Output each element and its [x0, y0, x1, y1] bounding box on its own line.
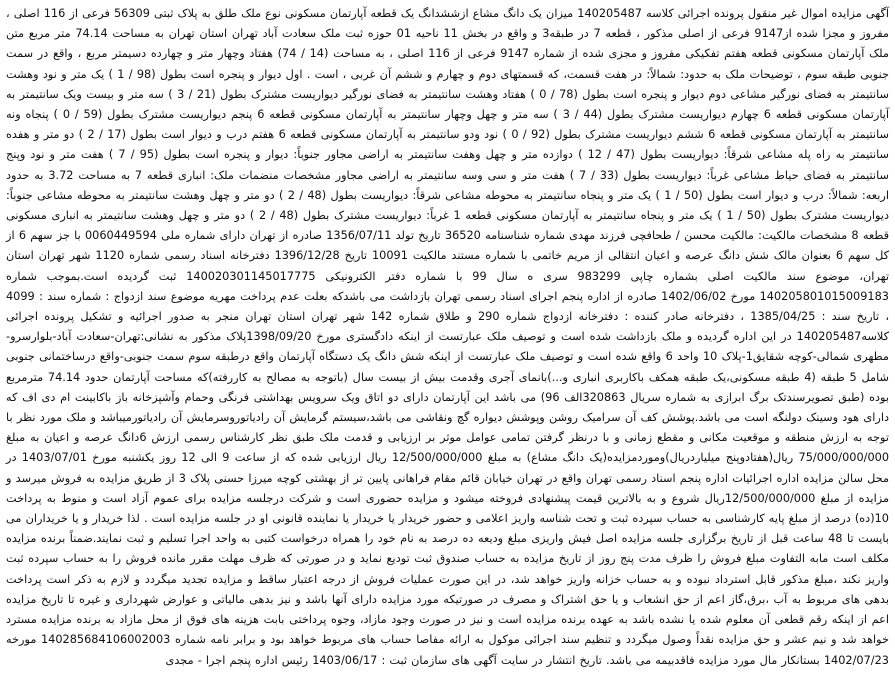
auction-notice-text: آگهی مزایده اموال غیر منقول پرونده اجرائی کلاسه 140205487 میزان یک دانگ مشاع ازششدانگ یک قطعه آپارتمان مسکونی نوع ملک طلق به پلاک ثبتی 56309 فرعی از 116 اصلی ، مفروز و مجزا شده از9147 فرعی از اصلی مذکور ، قطعه 7 در طبقه3 و واقع در بخش 11 ناحیه 01 حوزه ثبت ملک سعادت آباد تهران استان تهران به مساحت 74.14 متر مربع متن ملک آپارتمان مسکونی قطعه هفتم تفکیکی مفروز و مجزی شده از شماره 9147 فرعی از 116 اصلی ، به مساحت (14 / 74) هفتاد وچهار متر و چهارده دسیمتر مربع ، واقع در سمت جنوبی طبقه سوم ، توضیحات ملک به حدود: شمالاً: در هفت قسمت، که قسمتهای دوم و چهارم و ششم آن غربی ، است . اول دیوار و پنجره است بطول (98 / 1 ) یک متر و نود وهشت سانتیمتر به فضای نورگیر مشاعی دوم دیوار و پنجره است بطول (78 / 0 ) هفتاد وهشت سانتیمتر به فضای نورگیر دیواریست مشترک بطول (21 / 3 ) سه متر و بیست ویک سانتیمتر به آپارتمان مسکونی قطعه 6 چهارم دیواریست مشترک بطول (44 / 3 ) سه متر و چهل وچهار سانتیمتر به آپارتمان مسکونی قطعه 6 پنجم دیواریست مشترک بطول (59 / 0 ) پنجاه ونه سانتیمتر به آپارتمان مسکونی قطعه 6 ششم دیواریست مشترک بطول (92 / 0 ) نود ودو سانتیمتر به آپارتمان مسکونی قطعه 6 هفتم درب و دیوار است بطول (17 / 2 ) دو متر و هفده سانتیمتر به راه پله مشاعی شرقاً: دیواریست بطول (47 / 12 ) دوازده متر و چهل وهفت سانتیمتر به اراضی مجاور جنوباً: دیوار و پنجره است بطول (95 / 7 ) هفت متر و نود وپنج سانتیمتر به فضای حیاط مشاعی غرباً: دیواریست بطول (33 / 7 ) هفت متر و سی وسه سانتیمتر به اراضی مجاور مشخصات منضمات ملک: انباری قطعه 7 به مساحت 3.72 به حدود اربعه: شمالاً: درب و دیوار است بطول (50 / 1 ) یک متر و پنجاه سانتیمتر به محوطه مشاعی شرقاً: دیواریست بطول (48 / 2 ) دو متر و چهل وهشت سانتیمتر به محوطه مشاعی جنوباً: دیواریست مشترک بطول (50 / 1 ) یک متر و پنجاه سانتیمتر به آپارتمان مسکونی قطعه 1 غرباً: دیواریست مشترک بطول (48 / 2 ) دو متر و چهل وهشت سانتیمتر به انباری مسکونی قطعه 8 مشخصات مالکیت: مالکیت محسن / طحافچی فرزند مهدی شماره شناسنامه 36520 تاریخ تولد 1356/07/11 صادره از تهران دارای شماره ملی 0060449594 با جز سهم 6 از کل سهم 6 بعنوان مالک شش دانگ عرصه و اعیان انتقالی از مریم خاتمی با شماره مستند مالکیت 10091 تاریخ 1396/12/28 دفترخانه اسناد رسمی شماره 1120 شهر تهران استان تهران، موضوع سند مالکیت اصلی بشماره چاپی 983299 سری ه سال 99 با شماره دفتر الکترونیکی 140020301145017775 ثبت گردیده است.بموجب شماره 140205801015009183 مورخ 1402/06/02 صادره از اداره پنجم اجرای اسناد رسمی تهران بازداشت می باشدکه بعلت عدم پرداخت مهریه موضوع سند ازدواج : شماره سند : 4099 ، تاریخ سند : 1385/04/25 ، دفترخانه صادر کننده : دفترخانه ازدواج شماره 290 و طلاق شماره 142 شهر تهران استان تهران منجر به صدور اجرائیه و تشکیل پرونده اجرائی کلاسه140205487 در این اداره گردیده و ملک بازداشت شده است و توصیف ملک عبارتست از اینکه دادگستری مورخ 1398/09/20پلاک مذکور به نشانی:تهران-سعادت آباد-بلوارسرو-مطهری شمالی-کوچه شقایق1-پلاک 10 واحد 6 واقع شده است و توصیف ملک عبارتست از اینکه شش دانگ یک دستگاه آپارتمان واقع درطبقه سوم سمت جنوبی-واقع درساختمانی جنوبی شامل 5 طبقه (4 طبقه مسکونی،یک طبقه همکف باکاربری انباری و...)بانمای آجری وقدمت بیش از بیست سال (باتوجه به مصالح به کاررفته)که مساحت آپارتمان حدود 74.14 مترمربع بوده (طبق تصویرسندتک برگ ابرازی به شماره سریال 320863الف 96) می باشد این آپارتمان دارای دو اتاق ویک سرویس بهداشتی فرنگی وحمام وآشپزخانه باز باکابینت ام دی اف که دارای هود وسینک دولنگه است می باشد.پوشش کف آن سرامیک روشن وپوشش دیواره گچ ونقاشی می باشد،سیستم گرمایش آن رادیاتوروسرمایش آن رادیاتورمیباشد و ملک مورد نظر با توجه به ارزش منطقه و موقعیت مکانی و مقطع زمانی و با درنظر گرفتن تمامی عوامل موثر بر ارزیابی و قدمت ملک طبق نظر کارشناس رسمی ارزش 6دانگ عرصه و اعیان به مبلغ 75/000/000/000 ریال(هفتادوپنج میلیاردریال)وموردمزایده(یک دانگ مشاع) به مبلغ 12/500/000/000 ریال ارزیابی شده که از ساعت 9 الی 12 روز یکشنبه مورخ 1403/07/01 در محل سالن مزایده اداره اجرائیات اداره پنجم اسناد رسمی تهران واقع در تهران خیابان قائم مقام فراهانی پایین تر از بهشتی کوچه میرزا حسنی پلاک 3 از طریق مزایده به فروش میرسد و مزایده از مبلغ 12/500/000/000ریال شروع و به بالاترین قیمت پیشنهادی فروخته میشود و مزایده حضوری است و شرکت درجلسه مزایده برای عموم آزاد است و منوط به پرداخت 10(ده) درصد از مبلغ پایه کارشناسی به حساب سپرده ثبت و تحت شناسه واریز اعلامی و حضور خریدار یا خریدار یا نماینده قانونی او در جلسه مزایده است . لذا خریدار و یا خریداران می بایست تا 48 ساعت قبل از تاریخ برگزاری جلسه مزایده اصل فیش واریزی مبلغ ودیعه ده درصد به نام خود را همراه درخواست کتبی به واحد اجرا تسلیم و ثبت نمایند.ضمناً برنده مزایده مکلف است مابه التفاوت مبلغ فروش را ظرف مدت پنج روز از تاریخ مزایده به حساب صندوق ثبت تودیع نماید و در صورتی که ظرف مهلت مقرر مانده فروش را به حساب سپرده ثبت واریز نکند ،مبلغ مذکور قابل استرداد نبوده و به حساب خزانه واریز خواهد شد، در این صورت عملیات فروش از درجه اعتبار ساقط و مزایده تجدید میگردد و لازم به ذکر است پرداخت بدهی های مربوط به آب ،برق،گاز اعم از حق انشعاب و یا حق اشتراک و مصرف در صورتیکه مورد مزایده دارای آنها باشد و نیز بدهی مالیاتی و عوارض شهرداری و غیره تا تاریخ مزایده اعم از اینکه رقم قطعی آن معلوم شده یا نشده باشد به عهده برنده مزایده است و نیز در صورت وجود مازاد، وجوه پرداختی بابت هزینه های فوق از محل مازاد به برنده مزایده مسترد خواهد شد و نیم عشر و حق مزایده نقداً وصول میگردد و تنظیم سند اجرائی موکول به ارائه مفاصا حساب های مربوط خواهد بود و برابر نامه شماره 140285684106002003 مورخه 1402/07/23 بستانکار مال مورد مزایده فاقدبیمه می باشد. تاریخ انتشار در سایت آگهی های سازمان ثبت : 1403/06/17 رئیس اداره پنجم اجرا - مجدی [6, 7, 890, 667]
